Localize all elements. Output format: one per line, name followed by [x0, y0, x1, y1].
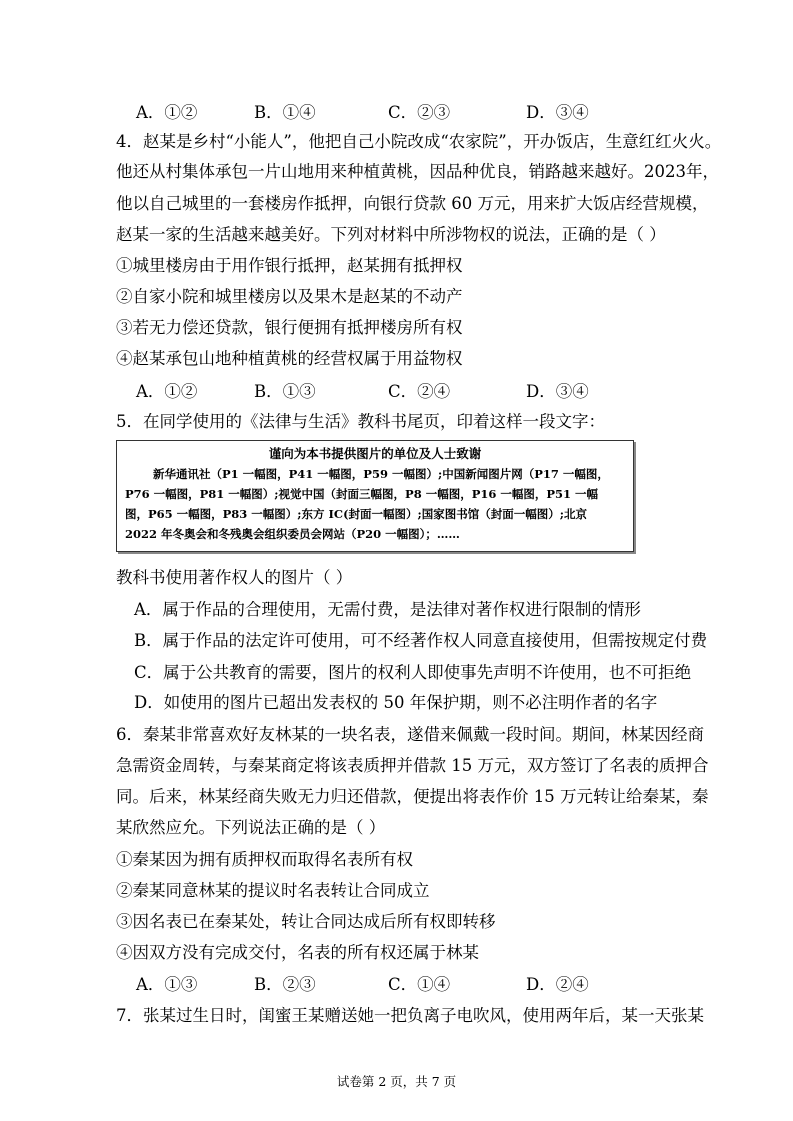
q6-statement-2: ②秦某同意林某的提议时名表转让合同成立: [116, 881, 430, 900]
q4-option-d: D．③④: [526, 382, 589, 401]
q4-stem-line-1: 4．赵某是乡村“小能人”，他把自己小院改成“农家院”，开办饭店，生意红红火火。: [116, 132, 722, 151]
q7-stem-line-1: 7．张某过生日时，闺蜜王某赠送她一把负离子电吹风，使用两年后，某一天张某: [116, 1006, 704, 1025]
q5-choice-b: B．属于作品的法定许可使用，可不经著作权人同意直接使用，但需按规定付费: [134, 631, 708, 650]
q5-question: 教科书使用著作权人的图片（ ）: [116, 568, 353, 587]
acknowledgement-line-4: 2022 年冬奥会和冬残奥会组织委员会网站（P20 一幅图）；……: [125, 527, 460, 541]
q6-statement-3: ③因名表已在秦某处，转让合同达成后所有权即转移: [116, 912, 496, 931]
acknowledgement-title: 谨向为本书提供图片的单位及人士致谢: [268, 446, 482, 461]
acknowledgement-line-1: 新华通讯社（P1 一幅图，P41 一幅图，P59 一幅图）;中国新闻图片网（P17 一幅图，: [153, 467, 609, 481]
q6-option-a: A．①③: [136, 975, 198, 994]
q3-options: [136, 101, 696, 125]
q4-option-a: A．①②: [136, 382, 198, 401]
q4-stem-line-4: 赵某一家的生活越来越美好。下列对材料中所涉物权的说法，正确的是（ ）: [116, 225, 666, 244]
q4-stem-line-2: 他还从村集体承包一片山地用来种植黄桃，因品种优良，销路越来越好。2023年，: [116, 162, 719, 181]
acknowledgement-line-3: 图，P65 一幅图，P83 一幅图）;东方 IC(封面一幅图）;国家图书馆（封面一幅图）;北京: [125, 507, 588, 521]
q6-stem-line-3: 同。后来，林某经商失败无力归还借款，便提出将表作价 15 万元转让给秦某，秦: [116, 787, 709, 806]
q4-statement-2: ②自家小院和城里楼房以及果木是赵某的不动产: [116, 287, 463, 306]
q5-stem: 5．在同学使用的《法律与生活》教科书尾页，印着这样一段文字：: [116, 412, 605, 431]
q6-options: [136, 973, 696, 997]
q6-option-c: C．①④: [388, 975, 451, 994]
q4-option-b: B．①③: [254, 382, 316, 401]
q6-stem-line-1: 6．秦某非常喜欢好友林某的一块名表，遂借来佩戴一段时间。期间，林某因经商: [116, 725, 704, 744]
q5-choice-d: D．如使用的图片已超出发表权的 50 年保护期，则不必注明作者的名字: [134, 693, 658, 712]
q4-statement-4: ④赵某承包山地种植黄桃的经营权属于用益物权: [116, 349, 463, 368]
q4-option-c: C．②④: [388, 382, 451, 401]
q4-statement-1: ①城里楼房由于用作银行抵押，赵某拥有抵押权: [116, 256, 463, 275]
q6-stem-line-2: 急需资金周转，与秦某商定将该表质押并借款 15 万元，双方签订了名表的质押合: [116, 756, 709, 775]
q5-choice-a: A．属于作品的合理使用，无需付费，是法律对著作权进行限制的情形: [134, 600, 641, 619]
page-footer: 试卷第 2 页，共 7 页: [336, 1074, 457, 1089]
acknowledgement-line-2: P76 一幅图，P81 一幅图）;视觉中国（封面三幅图，P8 一幅图，P16 一幅图，P51 一幅: [125, 487, 599, 501]
q6-stem-line-4: 某欣然应允。下列说法正确的是（ ）: [116, 818, 386, 837]
q3-option-a: A．①②: [136, 103, 198, 122]
q3-option-d: D．③④: [526, 103, 589, 122]
q3-option-b: B．①④: [254, 103, 316, 122]
q3-option-c: C．②③: [388, 103, 451, 122]
q6-statement-1: ①秦某因为拥有质押权而取得名表所有权: [116, 850, 413, 869]
q5-choice-c: C．属于公共教育的需要，图片的权利人即使事先声明不许使用，也不可拒绝: [134, 663, 692, 682]
q4-options: [136, 380, 696, 404]
q6-statement-4: ④因双方没有完成交付，名表的所有权还属于林某: [116, 943, 479, 962]
q6-option-b: B．②③: [254, 975, 316, 994]
q4-stem-line-3: 他以自己城里的一套楼房作抵押，向银行贷款 60 万元，用来扩大饭店经营规模，: [116, 194, 709, 213]
q4-statement-3: ③若无力偿还贷款，银行便拥有抵押楼房所有权: [116, 318, 463, 337]
acknowledgement-box: [116, 440, 634, 552]
q6-option-d: D．②④: [526, 975, 589, 994]
